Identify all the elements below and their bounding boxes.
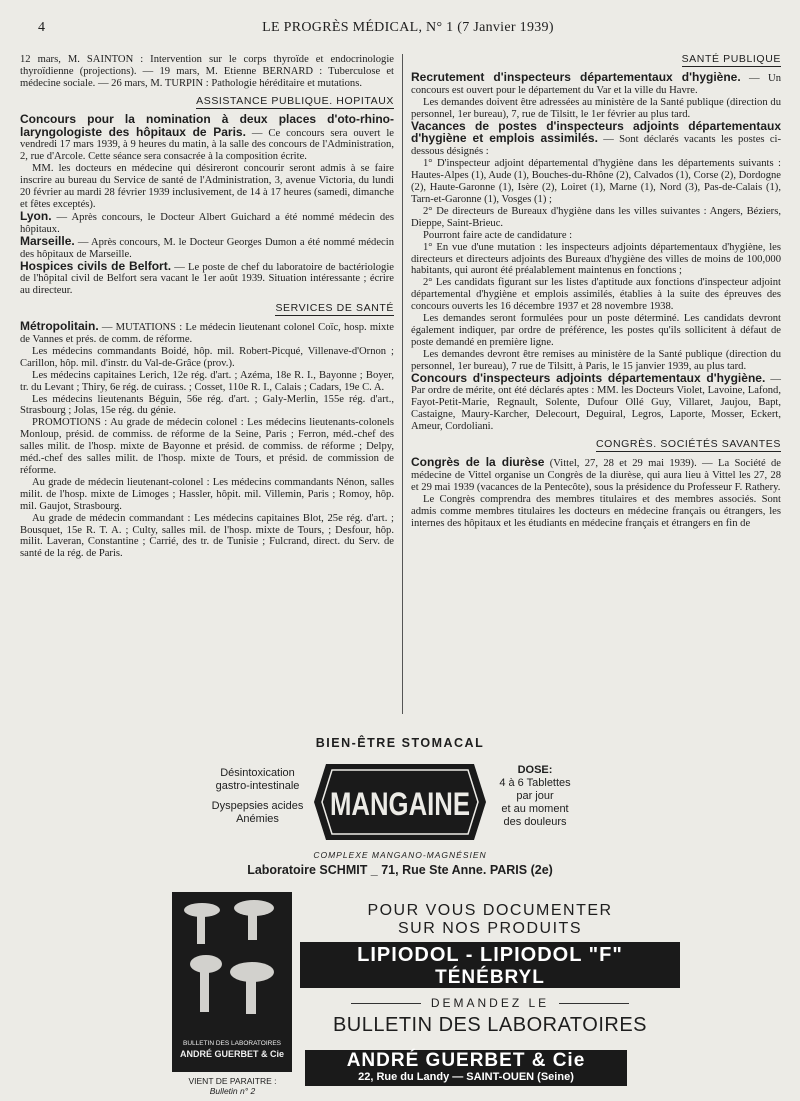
article-title: Congrès de la diurèse bbox=[411, 455, 545, 469]
ad-indications: Désintoxication gastro-intestinale Dyspepsies acides Anémies bbox=[211, 767, 304, 825]
lecture-schedule: 12 mars, M. SAINTON : Intervention sur le corps thyroïde et endocrinologie thyroïdienne (projections). — 19 mars, M. Etienne BERNARD : Tuberculose et médecine sociale. — 26 mars, M. TURPIN : Pathologie héréditaire et mutations. bbox=[20, 54, 394, 89]
journal-title: LE PROGRÈS MÉDICAL, N° 1 (7 Janvier 1939) bbox=[262, 20, 554, 35]
cover-title: BULLETIN DES LABORATOIRES bbox=[182, 1040, 281, 1047]
article-title: Hospices civils de Belfort. bbox=[20, 258, 172, 273]
paragraph: 2° De directeurs de Bureaux d'hygiène dans les villes suivantes : Angers, Béziers, Dieppe, Saint-Brieuc. bbox=[411, 205, 781, 229]
ad-subtitle: COMPLEXE MANGANO-MAGNÉSIEN bbox=[313, 850, 487, 860]
section-heading: SERVICES DE SANTÉ bbox=[275, 302, 394, 315]
new-release-caption: VIENT DE PARAITRE : Bulletin n° 2 bbox=[188, 1076, 277, 1096]
paragraph: Le Congrès comprendra des membres titulaires et des membres associés. Sont admis comme membres titulaires les docteurs en médecine français ou étrangers, les internes des hôpitaux et les étudiants en médecine français et étrangers en fin de bbox=[411, 493, 781, 529]
company-banner: ANDRÉ GUERBET & Cie 22, Rue du Landy — SAINT-OUEN (Seine) bbox=[305, 1050, 627, 1086]
article: Marseille. — Après concours, M. le Docteur Georges Dumon a été nommé médecin des hôpitaux de Marseille. bbox=[20, 233, 394, 260]
ad-laboratory: Laboratoire SCHMIT _ 71, Rue Ste Anne. PARIS (2e) bbox=[247, 863, 553, 877]
paragraph: 2° Les candidats figurant sur les listes d'aptitude aux fonctions d'inspecteur adjoint départemental d'hygiène et emplois assimilés, établies à la suite des épreuves des concours ouverts les 16 décembre 1937 et 28 novembre 1938. bbox=[411, 277, 781, 313]
paragraph: MM. les docteurs en médecine qui désireront concourir seront admis à se faire inscrire au bureau du Service de santé de l'Administration, 3, avenue Victoria, du lundi 20 février au mardi 28 février 1939 inclusivement, de 14 à 17 heures (samedi, dimanche et fêtes exceptés). bbox=[20, 163, 394, 210]
article-title: Lyon. bbox=[20, 208, 52, 223]
page-header bbox=[38, 20, 778, 38]
ad-request-line: DEMANDEZ LE bbox=[300, 996, 680, 1010]
ad-dose: DOSE: 4 à 6 Tablettes par jour et au moment des douleurs bbox=[499, 764, 571, 828]
svg-text:MANGAINE: MANGAINE bbox=[330, 786, 470, 822]
paragraph: 1° D'inspecteur adjoint départemental d'hygiène dans les départements suivants : Hautes-Alpes (1), Aude (1), Bouches-du-Rhône (2), Calvados (1), Corse (2), Dordogne (2), Haute-Garonne (1), Isère (2), Loiret (1), Marne (1), Nord (3), Pas-de-Calais (1), Tarn-et-Garonne (1), Vosges (1) ; bbox=[411, 158, 781, 205]
article: Métropolitain. — MUTATIONS : Le médecin lieutenant colonel Coïc, hosp. mixte de Vannes et prés. de comm. de réforme. bbox=[20, 319, 394, 346]
product-banner: LIPIODOL - LIPIODOL "F" TÉNÉBRYL bbox=[300, 942, 680, 988]
article: Hospices civils de Belfort. — Le poste de chef du laboratoire de bactériologie de l'hôpital civil de Belfort sera vacant le 1er août 1939. Situation intéressante ; écrire au directeur. bbox=[20, 258, 394, 297]
guerbet-advertisement bbox=[0, 890, 800, 1101]
page-number: 4 bbox=[38, 20, 45, 35]
section-heading: ASSISTANCE PUBLIQUE. HOPITAUX bbox=[196, 94, 394, 107]
paragraph: Au grade de médecin commandant : Les médecins capitaines Blot, 25e rég. d'art. ; Bousquet, 15e R. T. A. ; Culty, salles mil. de l'hosp. mixte de Tours, ; Desfour, hôp. milit. Laveran, Constantine ; Carrié, des tr. de Tunisie ; Fulcrand, direct. du Serv. de santé de la rég. de Paris. bbox=[20, 512, 394, 560]
paragraph: 1° En vue d'une mutation : les inspecteurs adjoints départementaux d'hygiène, les directeurs et directeurs adjoints des Bureaux d'hygiène des villes de moins de 100,000 habitants, qui auront été préalablement maintenus en fonctions ; bbox=[411, 241, 781, 277]
section-heading: SANTÉ PUBLIQUE bbox=[681, 53, 781, 65]
ad-headline: BIEN-ÊTRE STOMACAL bbox=[315, 736, 485, 750]
left-column bbox=[20, 54, 394, 560]
article-title: Recrutement d'inspecteurs départementaux d'hygiène. bbox=[411, 69, 741, 84]
paragraph: Les demandes seront formulées pour un poste déterminé. Les candidats devront également indiquer, par ordre de préférence, les postes qu'ils sollicitent à défaut de poste demandé en première ligne. bbox=[411, 313, 781, 348]
ad-line: SUR NOS PRODUITS bbox=[397, 920, 582, 937]
paragraph: Les médecins lieutenants Béguin, 56e rég. d'art. ; Galy-Merlin, 155e rég. d'art., Strasbourg ; Jolas, 15e rég. du génie. bbox=[20, 393, 394, 417]
mangaine-advertisement bbox=[0, 728, 800, 888]
article: Concours pour la nomination à deux places d'oto-rhino-laryngologiste des hôpitaux de Paris. — Ce concours sera ouvert le vendredi 17 mars 1939, à 9 heures du matin, à la salle des concours de l'Administration, 2, rue d'Arcole. Cette séance sera consacrée à la composition écrite. bbox=[20, 111, 395, 163]
article-title: Concours d'inspecteurs adjoints départementaux d'hygiène. bbox=[411, 370, 766, 385]
bulletin-title: BULLETIN DES LABORATOIRES bbox=[332, 1014, 648, 1036]
article: Congrès de la diurèse (Vittel, 27, 28 et 29 mai 1939). — La Société de médecine de Vittel organise un Congrès de la diurèse, qui aura lieu à Vittel les 27, 28 et 29 mai 1939 (vacances de la Pentecôte), sous la présidence du Professeur F. Rathery. bbox=[411, 455, 781, 493]
article: Vacances de postes d'inspecteurs adjoints départementaux d'hygiène et emplois assimilés. — Sont déclarés vacants les postes ci-dessous désignés : bbox=[411, 118, 782, 158]
paragraph: Les demandes devront être remises au ministère de la Santé publique (direction du personnel, 1er bureau), 7 rue de Tilsitt, à Paris, le 15 janvier 1939, au plus tard. bbox=[411, 348, 781, 372]
paragraph: Les médecins capitaines Lerich, 12e rég. d'art. ; Azéma, 18e R. I., Bayonne ; Boyer, tr. du Levant ; Thiry, 6e rég. de cuirass. ; Cosset, 110e R. I., Calais ; Cadars, 19e C. A. bbox=[20, 369, 394, 393]
bulletin-cover-image bbox=[172, 892, 292, 1072]
paragraph: PROMOTIONS : Au grade de médecin colonel : Les médecins lieutenants-colonels Monloup, présid. de commiss. de réforme de la Seine, Paris ; Ferron, méd.-chef des salles milit. de l'hosp. mixte de Bayonne et présid. de commiss. de réforme ; Delpy, méd.-chef des salles milit. de l'hosp. mixte de Tours, et présid. de commission de réforme. bbox=[20, 417, 394, 476]
right-column bbox=[411, 54, 781, 529]
mangaine-logo bbox=[312, 760, 488, 844]
section-heading: CONGRÈS. SOCIÉTÉS SAVANTES bbox=[596, 438, 781, 451]
article: Lyon. — Après concours, le Docteur Albert Guichard a été nommé médecin des hôpitaux. bbox=[20, 208, 394, 235]
paragraph: Au grade de médecin lieutenant-colonel : Les médecins commandants Nénon, salles milit. de l'hosp. mixte de Limoges ; Hassler, hôpit. mil. Villemin, Paris ; Romoy, hôp. mil. Gaujot, Strasbourg. bbox=[20, 476, 394, 512]
paragraph: Les demandes doivent être adressées au ministère de la Santé publique (direction du personnel, 1er bureau), 7, rue de Tilsitt, le 1er février au plus tard. bbox=[411, 96, 781, 120]
article-title: Métropolitain. bbox=[20, 319, 99, 334]
article: Recrutement d'inspecteurs départementaux d'hygiène. — Un concours est ouvert pour le département du Var et la ville du Havre. bbox=[411, 69, 781, 96]
article-title: Vacances de postes d'inspecteurs adjoints départementaux d'hygiène et emplois assimilés. bbox=[411, 118, 781, 146]
article-title: Concours pour la nomination à deux places d'oto-rhino-laryngologiste des hôpitaux de Paris. bbox=[20, 111, 394, 139]
article: Concours d'inspecteurs adjoints départementaux d'hygiène. — Par ordre de mérite, ont été déclarés aptes : MM. les Docteurs Violet, Lavoine, Lafond, Fayot-Petit-Marie, Regnault, Solente, Dufour Ollé Guy, Villaret, Jaujou, Bapt, Castaigne, Maury-Karcher, Delecourt, Deguiral, Legros, Laporte, Mosser, Eckert, Ameur, Cordoliani. bbox=[411, 370, 781, 433]
ad-line: POUR VOUS DOCUMENTER bbox=[367, 902, 613, 919]
paragraph: Pourront faire acte de candidature : bbox=[423, 229, 573, 241]
cover-company: ANDRÉ GUERBET & Cie bbox=[179, 1049, 284, 1059]
column-divider bbox=[402, 54, 403, 714]
paragraph: Les médecins commandants Boidé, hôp. mil. Robert-Picqué, Villenave-d'Ornon ; Carillon, hôp. mil. d'instr. du Val-de-Grâce (prov.). bbox=[20, 345, 394, 369]
article-title: Marseille. bbox=[20, 233, 75, 248]
